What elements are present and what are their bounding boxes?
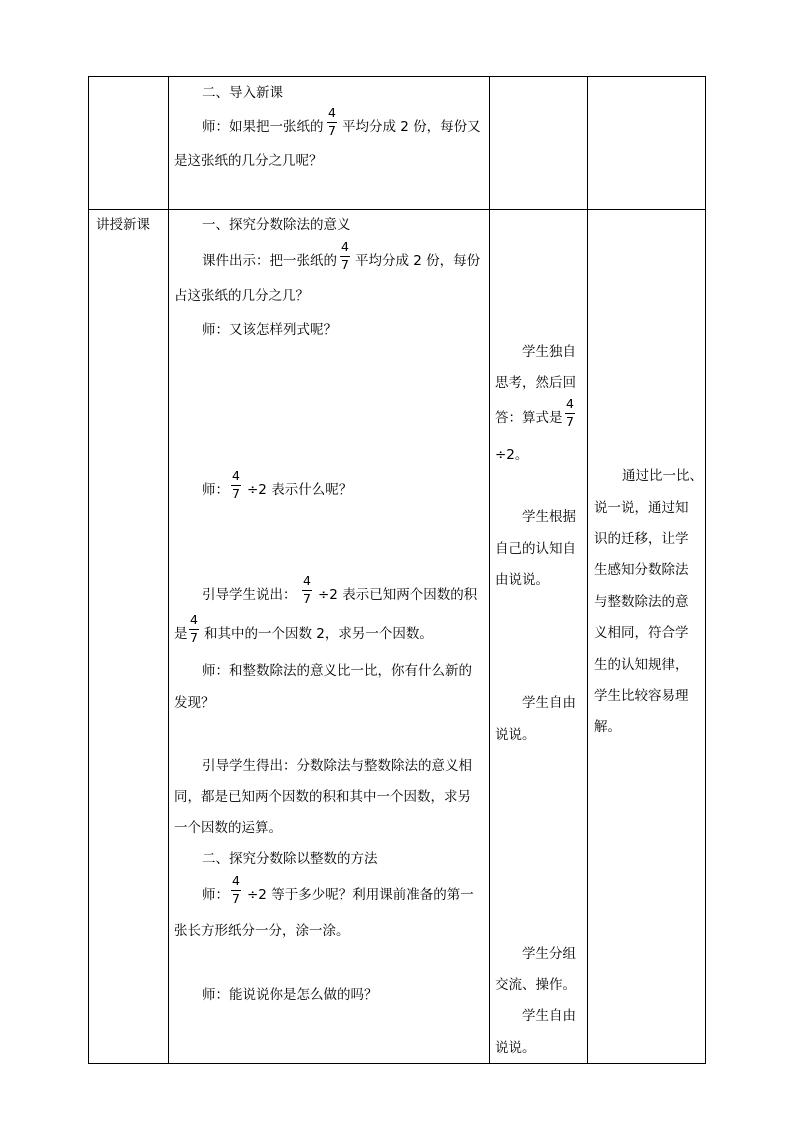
fraction: $\frac{4}{7}$ bbox=[566, 396, 574, 429]
fraction: $\frac{4}{7}$ bbox=[190, 612, 198, 645]
stage-label: 讲授新课 bbox=[96, 217, 150, 233]
paragraph-text: 发现？ bbox=[174, 695, 215, 711]
student-activity-text: 学生自由 bbox=[522, 695, 576, 711]
column-divider bbox=[587, 77, 588, 1063]
paragraph-text: 师： bbox=[202, 887, 229, 903]
student-activity-text: 由说说。 bbox=[495, 572, 549, 588]
section-heading: 二、导入新课 bbox=[202, 85, 283, 101]
paragraph-text: 师：能说说你是怎么做的吗？ bbox=[202, 987, 378, 1003]
design-intent-text: 与整数除法的意 bbox=[594, 594, 689, 610]
design-intent-text: 学生比较容易理 bbox=[594, 688, 689, 704]
paragraph-text: 张长方形纸分一分，涂一涂。 bbox=[174, 923, 350, 939]
section-heading: 二、探究分数除以整数的方法 bbox=[202, 851, 378, 867]
design-intent-text: 识的迁移，让学 bbox=[594, 531, 689, 547]
design-intent-text: 说一说，通过知 bbox=[594, 500, 689, 516]
student-activity-text: 学生分组 bbox=[522, 946, 576, 962]
paragraph-text: 占这张纸的几分之几？ bbox=[174, 288, 309, 304]
fraction: $\frac{4}{7}$ bbox=[328, 105, 336, 138]
student-activity-text: 学生根据 bbox=[522, 509, 576, 525]
student-activity-text: 学生自由 bbox=[522, 1008, 576, 1024]
student-activity-text: 说说。 bbox=[495, 1040, 536, 1056]
student-activity-text: 交流、操作。 bbox=[495, 977, 576, 993]
paragraph-text: 平均分成 2 份，每份 bbox=[355, 253, 481, 269]
paragraph-text: 一个因数的运算。 bbox=[174, 820, 282, 836]
paragraph-text: 引导学生得出：分数除法与整数除法的意义相 bbox=[202, 758, 472, 774]
student-activity-text: 学生独自 bbox=[522, 344, 576, 360]
student-activity-text: ÷2。 bbox=[495, 447, 529, 463]
student-activity-text: 说说。 bbox=[495, 727, 536, 743]
paragraph-text: 师： bbox=[202, 482, 229, 498]
column-divider bbox=[489, 77, 490, 1063]
section-heading: 一、探究分数除法的意义 bbox=[202, 217, 351, 233]
paragraph-text: 平均分成 2 份，每份又 bbox=[342, 119, 481, 135]
design-intent-text: 义相同，符合学 bbox=[594, 625, 689, 641]
paragraph-text: ÷2 等于多少呢？利用课前准备的第一 bbox=[247, 887, 474, 903]
design-intent-text: 解。 bbox=[594, 719, 621, 735]
fraction: $\frac{4}{7}$ bbox=[303, 573, 311, 606]
paragraph-text: 同，都是已知两个因数的积和其中一个因数，求另 bbox=[174, 789, 471, 805]
column-divider bbox=[168, 77, 169, 1063]
design-intent-text: 生感知分数除法 bbox=[594, 562, 689, 578]
paragraph-text: ÷2 表示已知两个因数的积 bbox=[318, 587, 478, 603]
paragraph-text: 师：又该怎样列式呢？ bbox=[202, 322, 337, 338]
row-divider bbox=[89, 209, 705, 210]
paragraph-text: 课件出示：把一张纸的 bbox=[202, 253, 337, 269]
fraction: $\frac{4}{7}$ bbox=[232, 468, 240, 501]
design-intent-text: 通过比一比、 bbox=[622, 468, 703, 484]
fraction: $\frac{4}{7}$ bbox=[232, 873, 240, 906]
paragraph-text: 是这张纸的几分之几呢？ bbox=[174, 153, 323, 169]
student-activity-text: 思考，然后回 bbox=[495, 375, 576, 391]
student-activity-text: 答：算式是 bbox=[495, 410, 563, 426]
paragraph-text: 引导学生说出： bbox=[202, 587, 297, 603]
paragraph-text: 和其中的一个因数 2，求另一个因数。 bbox=[204, 626, 433, 642]
paragraph-text: 师：和整数除法的意义比一比，你有什么新的 bbox=[202, 663, 472, 679]
design-intent-text: 生的认知规律， bbox=[594, 657, 689, 673]
paragraph-text: 师：如果把一张纸的 bbox=[202, 119, 324, 135]
fraction: $\frac{4}{7}$ bbox=[341, 239, 349, 272]
paragraph-text: 是 bbox=[174, 626, 188, 642]
paragraph-text: ÷2 表示什么呢？ bbox=[247, 482, 353, 498]
student-activity-text: 自己的认知自 bbox=[495, 541, 576, 557]
